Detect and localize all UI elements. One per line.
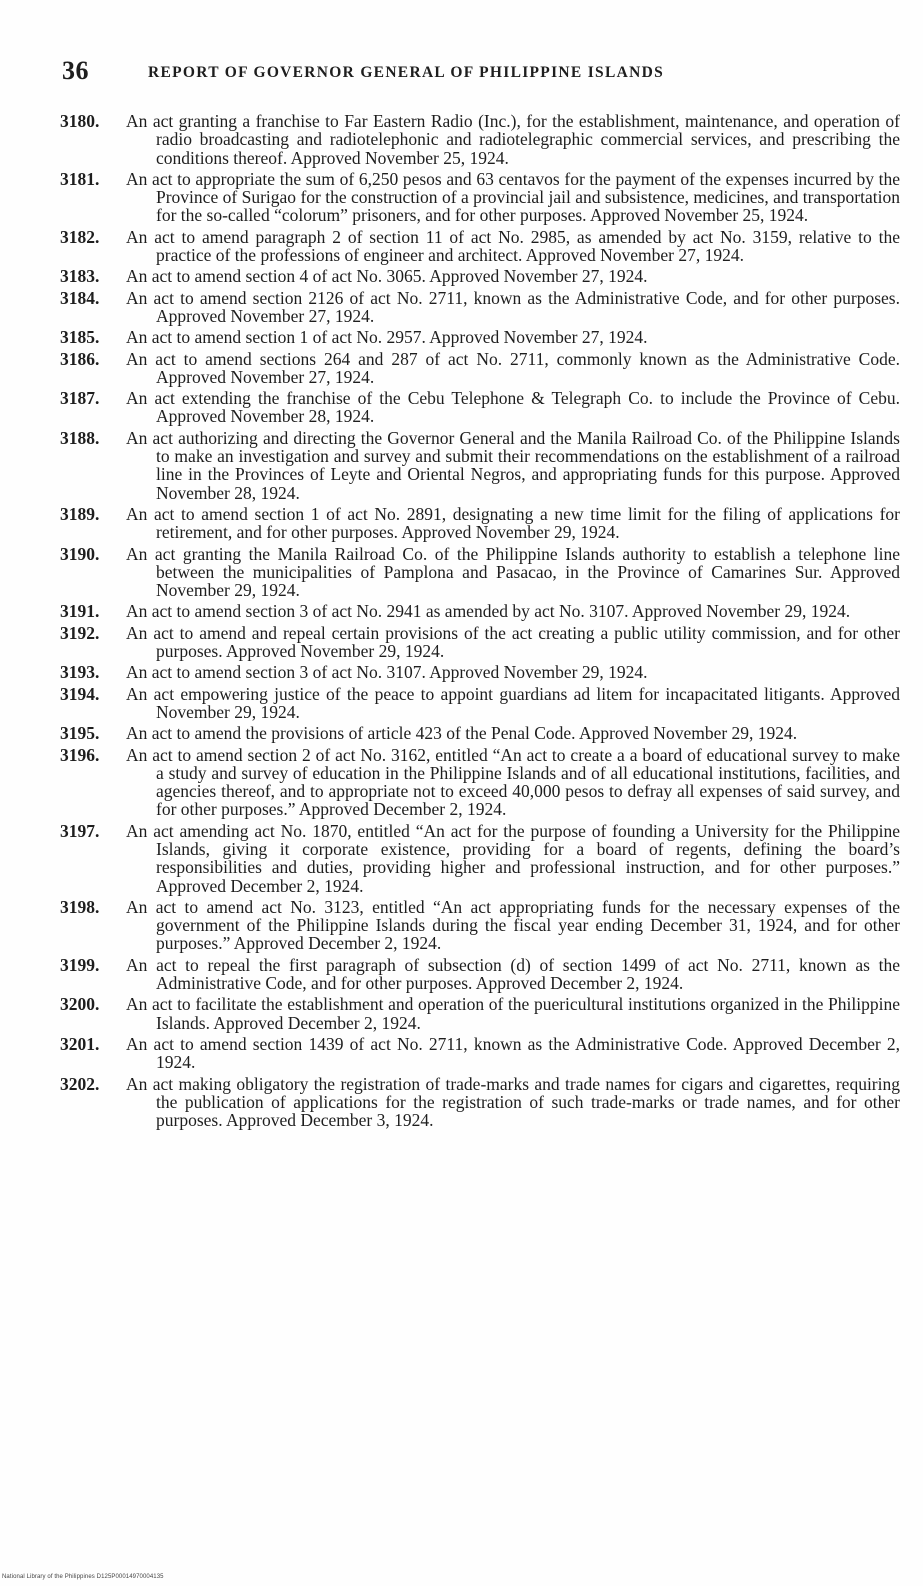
act-description: An act to amend section 1 of act No. 2957. Approved November 27, 1924. [126,327,648,348]
act-description: An act to amend section 2 of act No. 3162, entitled “An act to create a a board of educational survey to make a study and survey of education in the Philippine Islands and of all educational institutions, facilities, and agencies thereof, and to appropriate not to exceed 40,000 pesos to defray all expenses of said survey, and for other purposes.” Approved December 2, 1924. [126,744,900,820]
act-entry [60,724,900,742]
act-number: 3201. [60,1033,100,1054]
act-entry [60,663,900,681]
act-number: 3199. [60,954,100,975]
act-entry [60,545,900,600]
act-entry [60,328,900,346]
act-description: An act authorizing and directing the Governor General and the Manila Railroad Co. of the Philippine Islands to make an investigation and survey and submit their recommendations on the establishment of a railroad line in the Provinces of Leyte and Oriental Negros, and appropriating funds for this purpose. Approved November 28, 1924. [126,427,900,503]
act-number: 3184. [60,287,100,308]
act-number: 3189. [60,503,100,524]
act-entry [60,822,900,895]
act-number: 3190. [60,543,100,564]
running-title: REPORT OF GOVERNOR GENERAL OF PHILIPPINE ISLANDS [148,64,665,81]
act-entry [60,624,900,661]
act-number: 3182. [60,226,100,247]
act-entry [60,429,900,502]
act-number: 3194. [60,683,100,704]
act-description: An act amending act No. 1870, entitled “An act for the purpose of founding a University for the Philippine Islands, giving it corporate existence, providing for a board of regents, defining the board’s responsibilities and duties, providing higher and professional instruction, and for other purposes.” Approved December 2, 1924. [126,820,900,896]
act-entry [60,602,900,620]
act-number: 3202. [60,1073,100,1094]
act-number: 3183. [60,266,100,287]
act-entry [60,505,900,542]
act-description: An act to amend section 3 of act No. 3107. Approved November 29, 1924. [126,662,648,683]
act-entry [60,685,900,722]
act-number: 3193. [60,662,100,683]
act-number: 3186. [60,348,100,369]
act-description: An act to amend the provisions of article 423 of the Penal Code. Approved November 29, 1924. [126,723,798,744]
act-entry [60,228,900,265]
act-number: 3195. [60,723,100,744]
act-entry [60,995,900,1032]
act-number: 3187. [60,388,100,409]
act-entry [60,389,900,426]
act-description: An act granting a franchise to Far Eastern Radio (Inc.), for the establishment, maintenance, and operation of radio broadcasting and radiotelephonic and radiotelegraphic commercial services, and prescribing the conditions thereof. Approved November 25, 1924. [126,111,900,168]
act-description: An act to amend sections 264 and 287 of act No. 2711, commonly known as the Administrative Code. Approved November 27, 1924. [126,348,900,387]
page-number: 36 [62,56,89,85]
act-entry [60,267,900,285]
act-entry [60,956,900,993]
act-description: An act to amend section 3 of act No. 2941 as amended by act No. 3107. Approved November 29, 1924. [126,601,851,622]
act-description: An act to appropriate the sum of 6,250 pesos and 63 centavos for the payment of the expenses incurred by the Province of Surigao for the construction of a provincial jail and subsistence, medicines, and transportation for the so-called “colorum” prisoners, and for other purposes. Approved November 25, 1924. [126,168,900,226]
act-entry [60,170,900,225]
act-number: 3185. [60,327,100,348]
act-description: An act to facilitate the establishment and operation of the puericultural institutions organized in the Philippine Islands. Approved December 2, 1924. [126,994,900,1033]
act-description: An act to amend section 1439 of act No. 2711, known as the Administrative Code. Approved December 2, 1924. [126,1033,900,1073]
act-description: An act making obligatory the registration of trade-marks and trade names for cigars and cigarettes, requiring the publication of applications for the registration of such trade-marks or trade names, and for other purposes. Approved December 3, 1924. [126,1073,900,1131]
act-description: An act to amend section 2126 of act No. 2711, known as the Administrative Code, and for other purposes. Approved November 27, 1924. [126,287,900,326]
act-number: 3181. [60,168,100,189]
act-entry [60,1075,900,1130]
act-number: 3192. [60,622,100,643]
act-number: 3198. [60,896,100,917]
act-description: An act to amend paragraph 2 of section 11 of act No. 2985, as amended by act No. 3159, relative to the practice of the professions of engineer and architect. Approved November 27, 1924. [126,226,900,266]
act-entry [60,112,900,167]
acts-list [60,112,900,1132]
act-entry [60,1035,900,1072]
page-header [62,56,862,92]
act-entry [60,746,900,819]
act-description: An act to amend section 4 of act No. 3065. Approved November 27, 1924. [126,266,648,287]
act-number: 3196. [60,744,100,765]
act-description: An act extending the franchise of the Cebu Telephone & Telegraph Co. to include the Province of Cebu. Approved November 28, 1924. [126,388,900,427]
act-description: An act granting the Manila Railroad Co. of the Philippine Islands authority to establish a telephone line between the municipalities of Pamplona and Pasacao, in the Province of Camarines Sur. Approved November 29, 1924. [126,543,900,601]
act-entry [60,350,900,387]
act-number: 3180. [60,111,100,131]
act-number: 3197. [60,820,100,841]
act-entry [60,898,900,953]
act-entry [60,289,900,326]
act-description: An act empowering justice of the peace to appoint guardians ad litem for incapacitated litigants. Approved November 29, 1924. [126,683,900,722]
act-number: 3200. [60,994,100,1015]
act-description: An act to amend section 1 of act No. 2891, designating a new time limit for the filing of applications for retirement, and for other purposes. Approved November 29, 1924. [126,503,900,543]
act-number: 3191. [60,601,100,622]
act-description: An act to repeal the first paragraph of subsection (d) of section 1499 of act No. 2711, known as the Administrative Code, and for other purposes. Approved December 2, 1924. [126,954,900,994]
act-description: An act to amend and repeal certain provisions of the act creating a public utility commission, and for other purposes. Approved November 29, 1924. [126,622,900,662]
scan-credit: National Library of the Philippines D125P00014970004135 [2,1574,164,1580]
act-number: 3188. [60,427,100,448]
act-description: An act to amend act No. 3123, entitled “An act appropriating funds for the necessary expenses of the government of the Philippine Islands during the fiscal year ending December 31, 1924, and for other purposes.” Approved December 2, 1924. [126,896,900,954]
